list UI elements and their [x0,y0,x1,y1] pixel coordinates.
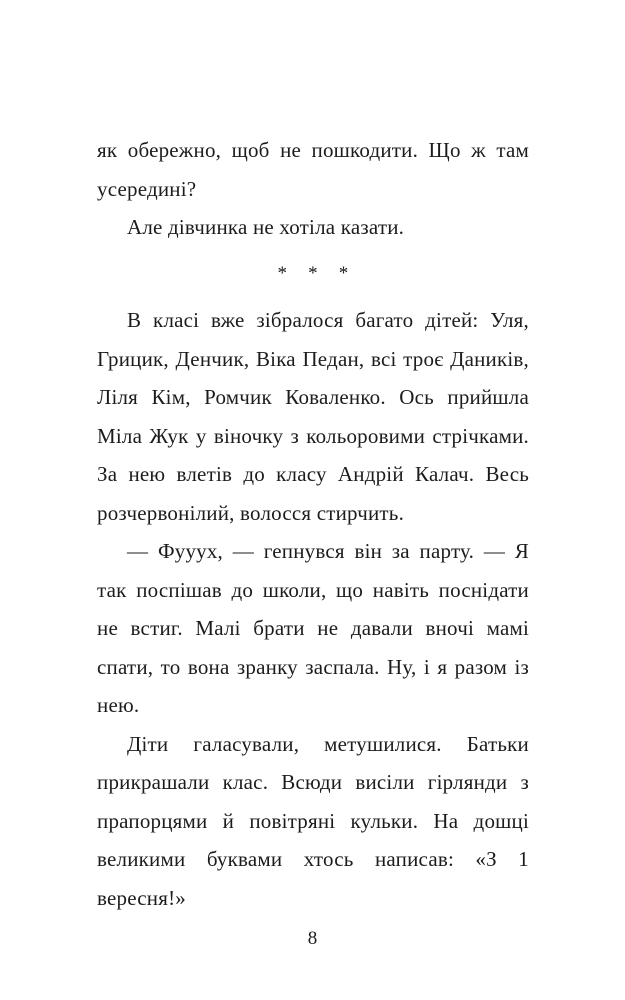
page-text [97,131,529,917]
section-separator: * * * [277,262,349,284]
paragraph-continuation: як обережно, щоб не пошкодити. Що ж там усередині? [97,138,529,201]
paragraph: В класі вже зібралося багато дітей: Уля, Грицик, Денчик, Віка Педан, всі троє Даників, Ліля Кім, Ромчик Коваленко. Ось прийшла Міла Жук у віночку з кольоровими стрічками. За нею влетів до класу Андрій Калач. Весь розчервонілий, волосся стирчить. [97,308,529,525]
paragraph: Діти галасували, метушилися. Батьки прикрашали клас. Всюди висіли гірлянди з прапорцями й повітряні кульки. На дошці великими буквами хтось написав: «З 1 вересня!» [97,731,529,910]
paragraph: Але дівчинка не хотіла казати. [127,215,405,239]
page-number: 8 [307,928,318,949]
paragraph: — Фууух, — гепнувся він за парту. — Я так поспішав до школи, що навіть поснідати не встиг. Малі брати не давали вночі мамі спати, то вона зранку заспала. Ну, і я разом із нею. [97,539,529,717]
